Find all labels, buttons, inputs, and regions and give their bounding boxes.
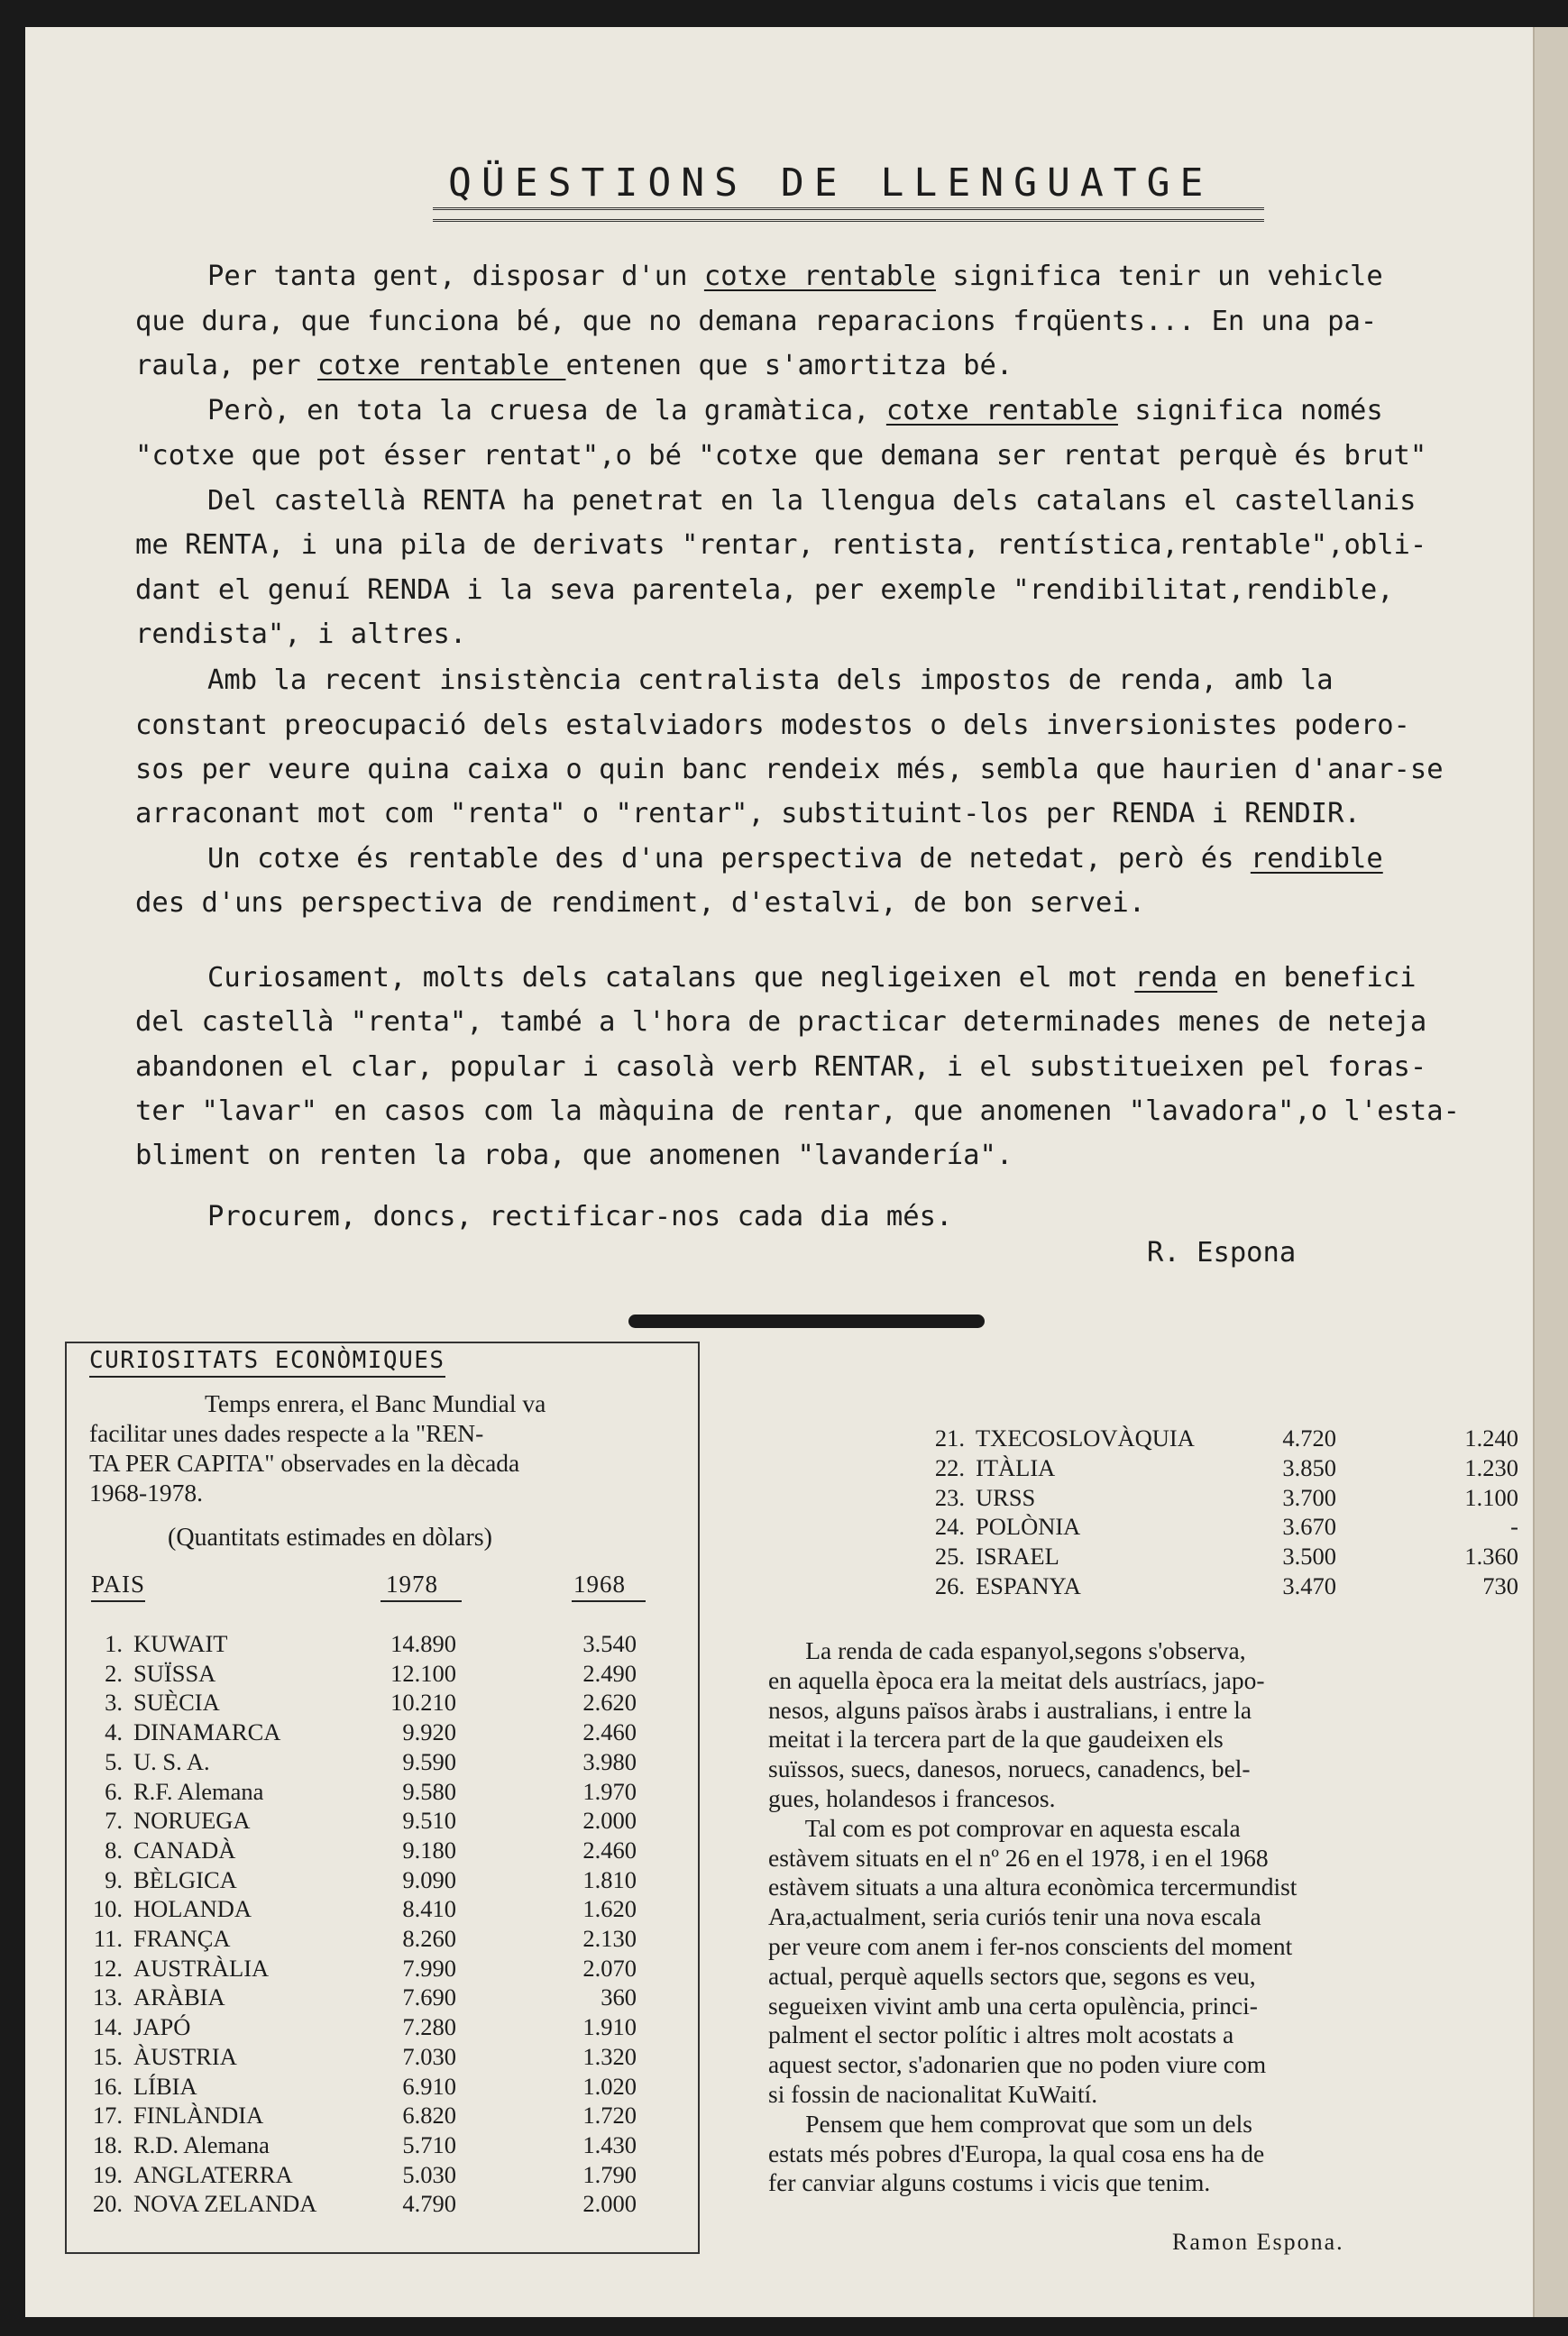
commentary-line: actual, perquè aquells sectors que, segons es veu, [768,1961,1256,1990]
value-1968: 2.490 [582,1659,637,1687]
country: SUÈCIA [133,1689,220,1717]
value-1978: 6.910 [402,2072,456,2100]
line-text: que dura, que funciona bé, que no demana reparacions frqüents... En una pa- [135,306,1378,337]
line-text: Procurem, doncs, rectificar-nos cada dia més. [207,1201,953,1232]
value-1978: 5.030 [402,2160,456,2188]
value-1978: 3.470 [1282,1572,1336,1599]
country: ANGLATERRA [133,2160,293,2188]
line-text: Un cotxe és rentable des d'una perspectiva de netedat, però és [207,843,1251,875]
value-1978: 7.030 [402,2042,456,2070]
rank: 26. [934,1572,965,1599]
commentary-line: segueixen vivint amb una certa opulència, princi- [768,1991,1258,2020]
value-1968: 2.070 [582,1954,637,1982]
value-1978: 8.260 [402,1925,456,1952]
value-1978: 9.510 [402,1807,456,1835]
value-1978: 8.410 [402,1895,456,1923]
intro-line: 1968-1978. [89,1479,204,1507]
country: JAPÓ [133,2013,191,2041]
article-line [207,479,1568,524]
line-text: significa tenir un vehicle [935,261,1383,292]
intro-line: facilitar unes dades respecte a la "REN- [89,1419,484,1447]
line-text: des d'uns perspectiva de rendiment, d'estalvi, de bon servei. [135,887,1146,919]
col-header-1968: 1968 [572,1571,646,1602]
rank: 4. [105,1718,123,1746]
commentary-line: gues, holandesos i francesos. [768,1783,1056,1812]
value-1978: 7.690 [402,1983,456,2011]
rank: 3. [105,1689,123,1717]
value-1978: 9.590 [402,1747,456,1775]
article-line [207,658,1568,703]
value-1968: 1.970 [582,1777,637,1805]
country: POLÒNIA [976,1513,1081,1541]
line-text: arraconant mot com "renta" o "rentar", substituint-los per RENDA i RENDIR. [135,798,1361,829]
article-line [135,1000,1524,1045]
line-text: Per tanta gent, disposar d'un [207,261,704,292]
article-line [135,1133,1524,1178]
country: FRANÇA [133,1925,231,1952]
rank: 23. [934,1483,965,1511]
country: DINAMARCA [133,1718,281,1746]
value-1968: 1.240 [1464,1425,1518,1452]
value-1978: 10.210 [390,1689,456,1717]
rank: 2. [105,1659,123,1687]
rank: 11. [93,1925,123,1952]
value-1968: 1.910 [582,2013,637,2041]
country: BÈLGICA [133,1865,237,1893]
article-line [135,792,1524,837]
country: ÀUSTRIA [133,2042,237,2070]
value-1968: 360 [601,1983,637,2011]
commentary-line: Ara,actualment, seria curiós tenir una nova escala [768,1902,1261,1931]
value-1978: 3.500 [1282,1543,1336,1571]
value-1978: 5.710 [402,2130,456,2158]
title-double-rule [433,207,1264,222]
article-line [207,389,1568,434]
article-line [207,837,1568,882]
value-1968: 2.620 [582,1689,637,1717]
commentary-line: fer canviar alguns costums i vicis que tenim. [768,2168,1211,2197]
commentary-line: suïssos, suecs, danesos, noruecs, canadencs, bel- [768,1754,1251,1783]
rank: 8. [105,1836,123,1864]
underlined-term: cotxe rentable [317,350,566,381]
value-1968: 1.320 [582,2042,637,2070]
value-1978: 14.890 [390,1630,456,1657]
line-text: raula, per [135,350,317,381]
sidebar-signature: Ramon Espona. [1172,2229,1344,2255]
commentary-line: si fossin de nacionalitat KuWaití. [768,2079,1098,2108]
rank: 14. [92,2013,123,2041]
value-1968: 1.100 [1464,1483,1518,1511]
value-1968: 3.980 [582,1747,637,1775]
value-1978: 9.920 [402,1718,456,1746]
line-text: en benefici [1217,962,1417,994]
col-header-country: PAIS [91,1571,145,1602]
line-text: ter "lavar" en casos com la màquina de rentar, que anomenen "lavadora",o l'esta- [135,1095,1461,1127]
article-line [207,1195,1568,1240]
article-signature: R. Espona [1147,1237,1297,1269]
value-1978: 3.700 [1282,1483,1336,1511]
article-line [135,1089,1524,1134]
table-units-note: (Quantitats estimades en dòlars) [168,1524,493,1552]
article-line [135,344,1524,389]
line-text: constant preocupació dels estalviadors modestos o dels inversionistes podero- [135,710,1410,741]
country: CANADÀ [133,1836,236,1864]
commentary-line: estàvem situats a una altura econòmica tercermundist [768,1873,1297,1901]
value-1968: 1.720 [582,2102,637,2130]
article-line [135,1045,1524,1090]
rank: 22. [934,1453,965,1481]
line-text: rendista", i altres. [135,618,467,650]
line-text: me RENTA, i una pila de derivats "rentar, rentista, rentística,rentable",obli- [135,529,1427,561]
country: ARÀBIA [133,1983,225,2011]
value-1978: 9.090 [402,1865,456,1893]
value-1968: - [1510,1513,1518,1541]
line-text: "cotxe que pot ésser rentat",o bé "cotxe que demana ser rentat perquè és brut" [135,440,1427,472]
intro-line: Temps enrera, el Banc Mundial va [205,1389,546,1417]
country: URSS [976,1483,1036,1511]
country: SUÏSSA [133,1659,216,1687]
line-text: Però, en tota la cruesa de la gramàtica, [207,395,886,426]
value-1968: 2.460 [582,1836,637,1864]
article-line [135,747,1524,792]
line-text: Del castellà RENTA ha penetrat en la llengua dels catalans el castellanis [207,485,1417,517]
rank: 25. [934,1543,965,1571]
line-text: dant el genuí RENDA i la seva parentela, per exemple "rendibilitat,rendible, [135,574,1394,606]
commentary-line: palment el sector polític i altres molt acostats a [768,2020,1234,2049]
value-1968: 1.620 [582,1895,637,1923]
rank: 21. [934,1425,965,1452]
underlined-term: renda [1134,962,1218,994]
line-text: Amb la recent insistència centralista dels impostos de renda, amb la [207,664,1334,696]
value-1968: 2.000 [582,2190,637,2218]
country: ISRAEL [976,1543,1059,1571]
article-line [135,434,1524,479]
rank: 16. [92,2072,123,2100]
rank: 6. [105,1777,123,1805]
value-1968: 1.810 [582,1865,637,1893]
commentary-line: en aquella època era la meitat dels austríacs, japo- [768,1665,1265,1694]
country: NORUEGA [133,1807,251,1835]
value-1978: 4.720 [1282,1425,1336,1452]
line-text: Curiosament, molts dels catalans que negligeixen el mot [207,962,1135,994]
commentary-line: meitat i la tercera part de la que gaudeixen els [768,1725,1224,1754]
country: AUSTRÀLIA [133,1954,270,1982]
rank: 7. [105,1807,123,1835]
rank: 18. [92,2130,123,2158]
intro-line: TA PER CAPITA" observades en la dècada [89,1449,520,1477]
country: R.D. Alemana [133,2130,270,2158]
value-1968: 1.430 [582,2130,637,2158]
sidebar-title: CURIOSITATS ECONÒMIQUES [89,1347,445,1378]
sidebar-intro [89,1388,702,1507]
value-1968: 1.790 [582,2160,637,2188]
article-line [135,523,1524,568]
value-1978: 7.990 [402,1954,456,1982]
section-divider [628,1315,985,1328]
line-text: sos per veure quina caixa o quin banc rendeix més, sembla que haurien d'anar-se [135,754,1444,785]
underlined-term: cotxe rentable [703,261,936,292]
value-1978: 7.280 [402,2013,456,2041]
article-line [207,254,1568,299]
rank: 1. [105,1630,123,1657]
value-1968: 1.230 [1464,1453,1518,1481]
line-text: bliment on renten la roba, que anomenen "lavandería". [135,1140,1013,1171]
col-header-1978: 1978 [381,1571,462,1602]
rank: 5. [105,1747,123,1775]
country: ESPANYA [976,1572,1081,1599]
sidebar-commentary [768,1636,1535,2198]
commentary-line: La renda de cada espanyol,segons s'observa, [768,1636,1246,1664]
rank: 19. [92,2160,123,2188]
article-title: QÜESTIONS DE LLENGUATGE [448,160,1214,206]
value-1968: 2.460 [582,1718,637,1746]
line-text: significa només [1117,395,1383,426]
article-line [135,703,1524,748]
article-line [135,299,1524,344]
article-line [207,956,1568,1001]
rank: 15. [92,2042,123,2070]
commentary-line: estats més pobres d'Europa, la qual cosa ens ha de [768,2139,1265,2167]
line-text: del castellà "renta", també a l'hora de practicar determinades menes de neteja [135,1006,1427,1038]
rank: 9. [105,1865,123,1893]
article-line [135,612,1524,657]
value-1978: 4.790 [402,2190,456,2218]
value-1968: 730 [1482,1572,1518,1599]
value-1968: 1.360 [1464,1543,1518,1571]
underlined-term: cotxe rentable [885,395,1118,426]
value-1978: 12.100 [390,1659,456,1687]
article-line [135,881,1524,926]
line-text: entenen que s'amortitza bé. [565,350,1013,381]
country: ITÀLIA [976,1453,1056,1481]
value-1968: 2.000 [582,1807,637,1835]
commentary-line: Tal com es pot comprovar en aquesta escala [768,1813,1241,1842]
underlined-term: rendible [1250,843,1383,875]
rank: 24. [934,1513,965,1541]
value-1978: 9.180 [402,1836,456,1864]
line-text: abandonen el clar, popular i casolà verb RENTAR, i el substitueixen pel foras- [135,1051,1427,1083]
value-1978: 3.670 [1282,1513,1336,1541]
country: LÍBIA [133,2072,197,2100]
commentary-line: nesos, alguns països àrabs i australians, i entre la [768,1695,1252,1724]
commentary-line: per veure com anem i fer-nos conscients del moment [768,1931,1293,1960]
country: FINLÀNDIA [133,2102,264,2130]
commentary-line: Pensem que hem comprovat que som un dels [768,2109,1252,2138]
value-1978: 6.820 [402,2102,456,2130]
commentary-line: estàvem situats en el nº 26 en el 1978, i en el 1968 [768,1843,1269,1872]
country: KUWAIT [133,1630,228,1657]
page-edge [1533,27,1568,2317]
rank: 20. [92,2190,123,2218]
country: HOLANDA [133,1895,252,1923]
country: TXECOSLOVÀQUIA [976,1425,1195,1452]
commentary-line: aquest sector, s'adonarien que no poden viure com [768,2050,1267,2079]
value-1968: 2.130 [582,1925,637,1952]
rank: 13. [92,1983,123,2011]
rank: 12. [92,1954,123,1982]
country: NOVA ZELANDA [133,2190,317,2218]
value-1978: 9.580 [402,1777,456,1805]
article-line [135,568,1524,613]
rank: 10. [92,1895,123,1923]
value-1968: 3.540 [582,1630,637,1657]
value-1968: 1.020 [582,2072,637,2100]
rank: 17. [92,2102,123,2130]
country: U. S. A. [133,1747,210,1775]
value-1978: 3.850 [1282,1453,1336,1481]
country: R.F. Alemana [133,1777,264,1805]
